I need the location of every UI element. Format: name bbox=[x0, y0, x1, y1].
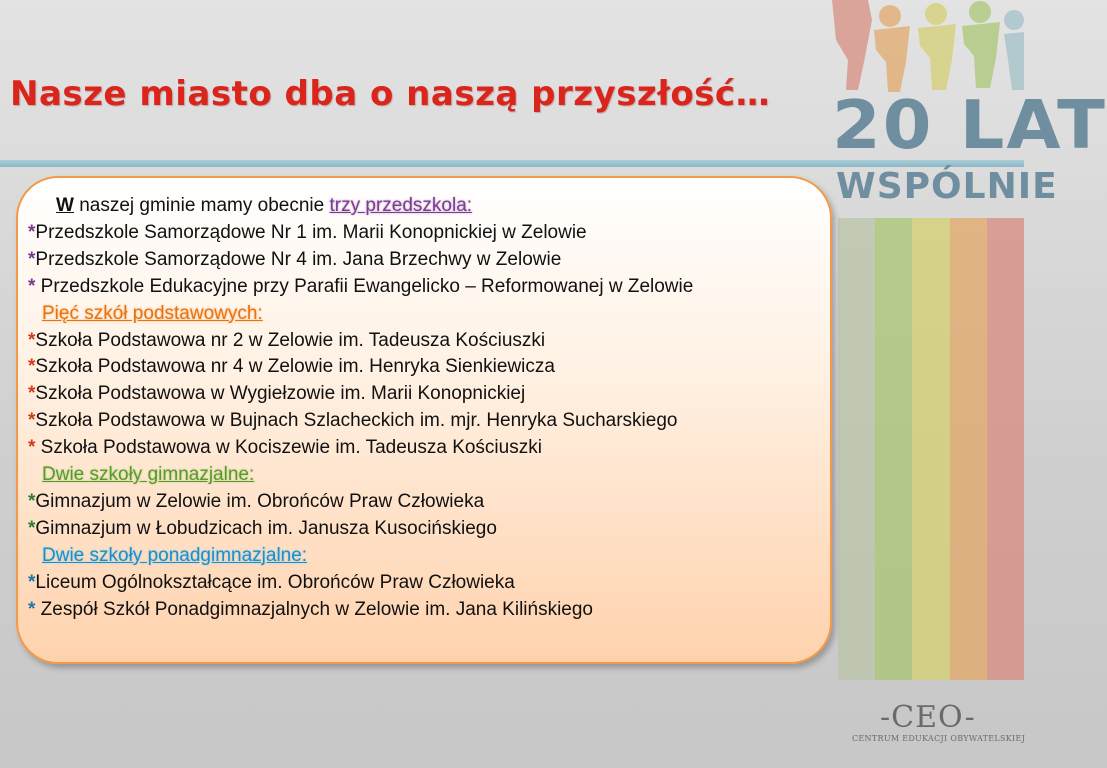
bullet-icon: * bbox=[28, 571, 36, 593]
bullet-icon: * bbox=[28, 329, 36, 351]
bullet-icon: * bbox=[28, 248, 36, 270]
logo-20-lat: 20 LAT bbox=[832, 86, 1107, 164]
logo-color-stripes bbox=[838, 218, 1024, 680]
stripe bbox=[912, 218, 949, 680]
list-item: *Przedszkole Samorządowe Nr 1 im. Marii Konopnickiej w Zelowie bbox=[28, 221, 587, 243]
list-item: *Liceum Ogólnokształcące im. Obrońców Praw Człowieka bbox=[28, 571, 515, 593]
intro-first-letter: W bbox=[56, 195, 74, 216]
bullet-icon: * bbox=[28, 437, 36, 459]
high-schools-heading: Dwie szkoły ponadgimnazjalne: bbox=[42, 544, 308, 566]
list-item: *Przedszkole Samorządowe Nr 4 im. Jana Brzechwy w Zelowie bbox=[28, 248, 562, 270]
bullet-icon: * bbox=[28, 221, 36, 243]
primary-schools-heading: Pięć szkół podstawowych: bbox=[42, 302, 263, 324]
intro-text: naszej gminie mamy obecnie bbox=[73, 195, 330, 216]
middle-schools-heading: Dwie szkoły gimnazjalne: bbox=[42, 464, 255, 486]
list-item: * Szkoła Podstawowa w Kociszewie im. Tadeusza Kościuszki bbox=[28, 437, 542, 459]
bullet-icon: * bbox=[28, 490, 36, 512]
bullet-icon: * bbox=[28, 383, 36, 405]
stripe bbox=[950, 218, 987, 680]
list-item: *Gimnazjum w Łobudzicach im. Janusza Kusocińskiego bbox=[28, 517, 497, 539]
list-item: * Przedszkole Edukacyjne przy Parafii Ewangelicko – Reformowanej w Zelowie bbox=[28, 275, 694, 297]
bullet-icon: * bbox=[28, 598, 36, 620]
people-silhouettes-logo bbox=[828, 0, 1024, 95]
stripe bbox=[987, 218, 1024, 680]
stripe bbox=[875, 218, 912, 680]
ceo-logo: -CEO- bbox=[880, 700, 976, 735]
logo-wspolnie: WSPÓLNIE bbox=[836, 166, 1058, 207]
list-item: *Szkoła Podstawowa nr 4 w Zelowie im. Henryka Sienkiewicza bbox=[28, 356, 555, 378]
bullet-icon: * bbox=[28, 517, 36, 539]
bullet-icon: * bbox=[28, 356, 36, 378]
bullet-icon: * bbox=[28, 410, 36, 432]
intro-line bbox=[28, 193, 848, 220]
list-item: *Szkoła Podstawowa w Bujnach Szlacheckich im. mjr. Henryka Sucharskiego bbox=[28, 410, 678, 432]
schools-list bbox=[28, 193, 848, 624]
list-item: *Szkoła Podstawowa w Wygiełzowie im. Marii Konopnickiej bbox=[28, 383, 526, 405]
slide-title: Nasze miasto dba o naszą przyszłość… bbox=[10, 74, 771, 114]
ceo-logo-subtitle: CENTRUM EDUKACJI OBYWATELSKIEJ bbox=[852, 734, 1026, 743]
list-item: *Gimnazjum w Zelowie im. Obrońców Praw Człowieka bbox=[28, 490, 485, 512]
preschools-heading: trzy przedszkola: bbox=[329, 195, 473, 216]
list-item: * Zespół Szkół Ponadgimnazjalnych w Zelowie im. Jana Kilińskiego bbox=[28, 598, 594, 620]
bullet-icon: * bbox=[28, 275, 36, 297]
list-item: *Szkoła Podstawowa nr 2 w Zelowie im. Tadeusza Kościuszki bbox=[28, 329, 546, 351]
